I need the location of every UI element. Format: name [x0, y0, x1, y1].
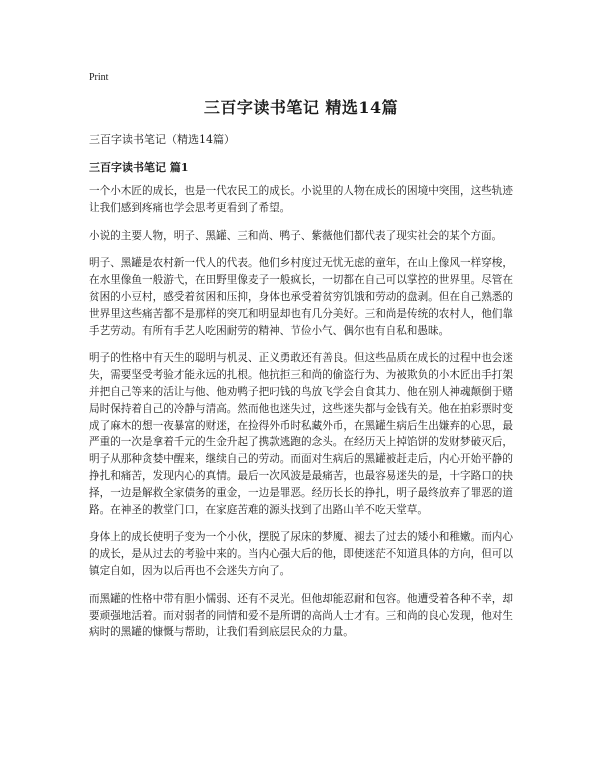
paragraph: 而黑罐的性格中带有胆小懦弱、还有不灵光。但他却能忍耐和包容。他遭受着各种不幸，却要顽强地活着。而对弱者的同情和爱不是所谓的高尚人士才有。三和尚的良心发现，他对生病时的黑罐的慷慨与帮助，让我们看到底层民众的力量。: [89, 592, 513, 639]
section-heading: 三百字读书笔记 篇1: [89, 161, 189, 174]
paragraph: 明子、黑罐是农村新一代人的代表。他们乡村度过无忧无虑的童年，在山上像风一样穿梭，在水里像鱼一般游弋，在田野里像麦子一般疯长，一切都在自己可以掌控的世界里。尽管在贫困的小豆村，感受着贫困和压抑，身体也承受着贫穷饥饿和劳动的盘剥。但在自己熟悉的世界里这些痛苦都不是那样的突兀和明显却也有几分美好。三和尚是传统的农村人，他们靠手艺劳动。有所有手艺人吃困耐劳的精神、节俭小气、偶尔也有自私和愚昧。: [89, 257, 513, 337]
paragraph: 小说的主要人物，明子、黑罐、三和尚、鸭子、紫薇他们都代表了现实社会的某个方面。: [89, 229, 503, 242]
document-subtitle: 三百字读书笔记（精选14篇）: [89, 133, 235, 146]
article-body: [89, 183, 513, 652]
paragraph: 一个小木匠的成长，也是一代农民工的成长。小说里的人物在成长的困境中突围，这些轨迹让我们感到疼痛也学会思考更看到了希望。: [89, 185, 513, 214]
print-label: Print: [89, 72, 109, 83]
document-title: 三百字读书笔记 精选14篇: [203, 98, 399, 117]
paragraph: 明子的性格中有天生的聪明与机灵、正义勇敢还有善良。但这些品质在成长的过程中也会迷失，需要坚受考验才能永远的扎根。他抗拒三和尚的偷盗行为、为被欺负的小木匠出手打架并把自己等来的活让与他、他劝鸭子把叼钱的鸟放飞学会自食其力、他在别人神魂颠倒于赌局时保持着自己的冷静与清高。然而他也迷失过，这些迷失都与金钱有关。他在拍彩票时变成了麻木的想一夜暴富的财迷，在捡得外币时私藏外币，在黑罐生病后生出嫌弃的心思，最严重的一次是拿着千元的生金升起了携款逃跑的念头。在经历天上掉馅饼的发财梦破灭后，明子从那种贪婪中醒来，继续自己的劳动。而面对生病后的黑罐被赶走后，内心开始平静的挣扎和痛苦，发现内心的真情。最后一次风波是最痛苦，也最容易迷失的是，十字路口的抉择，一边是解救全家债务的重金，一边是罪恶。经历长长的挣扎，明子最终放弃了罪恶的道路。在神圣的教堂门口，在家庭苦难的源头找到了出路山羊不吃天堂草。: [89, 352, 513, 516]
paragraph: 身体上的成长使明子变为一个小伙，摆脱了尿床的梦魇、褪去了过去的矮小和稚嫩。而内心的成长，是从过去的考验中来的。当内心强大后的他，即使迷茫不知道具体的方向，但可以镇定自如，因为以后再也不会迷失方向了。: [89, 531, 513, 577]
